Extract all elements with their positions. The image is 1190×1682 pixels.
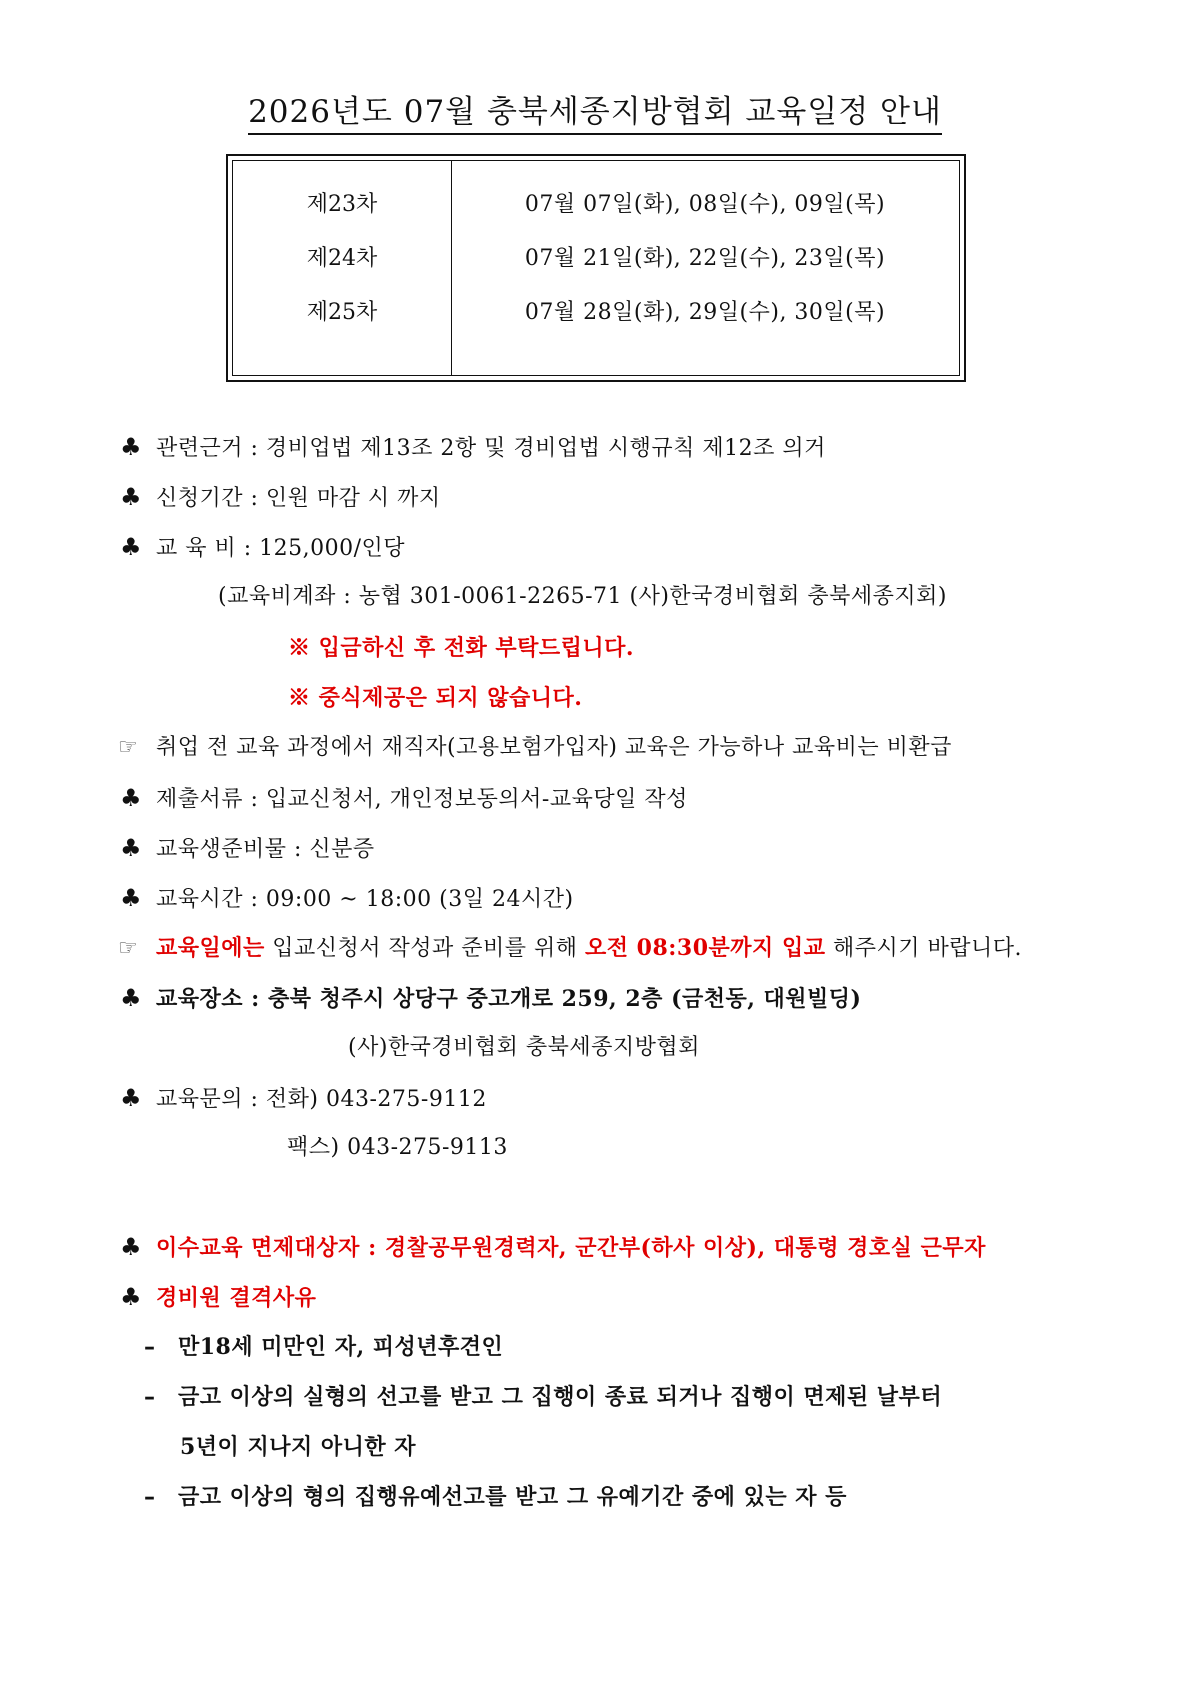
- info-employed: [118, 733, 952, 763]
- club-icon: ♣: [120, 433, 143, 461]
- schedule-dates: 07월 28일(화), 29일(수), 30일(목): [524, 300, 886, 325]
- info-exemption: [120, 1232, 986, 1263]
- club-icon: ♣: [120, 884, 143, 912]
- club-icon: ♣: [120, 1084, 143, 1112]
- contact-phone-text: 교육문의 : 전화) 043-275-9112: [156, 1087, 487, 1112]
- page-title: [0, 86, 1190, 131]
- dash-bullet: –: [144, 1485, 156, 1510]
- dash-bullet: –: [144, 1335, 156, 1360]
- account-text: (교육비계좌 : 농협 301-0061-2265-71 (사)한국경비협회 충북세종지회): [218, 584, 948, 609]
- disqual-title-text: 경비원 결격사유: [156, 1285, 317, 1311]
- club-icon: ♣: [120, 1283, 143, 1311]
- club-icon: ♣: [120, 1233, 143, 1261]
- schedule-box: [226, 154, 966, 382]
- schedule-dates: 07월 07일(화), 08일(수), 09일(목): [524, 192, 886, 217]
- club-icon: ♣: [120, 984, 143, 1012]
- notice-lunch-text: ※ 중식제공은 되지 않습니다.: [288, 685, 583, 711]
- contact-fax-text: 팩스) 043-275-9113: [287, 1135, 508, 1160]
- info-location-org: [348, 1033, 700, 1063]
- location-text: 교육장소 : 충북 청주시 상당구 중고개로 259, 2층 (금천동, 대원빌딩): [156, 986, 862, 1012]
- arrival-highlight-day: 교육일에는: [156, 935, 265, 961]
- notice-lunch: [288, 683, 582, 713]
- info-fax: [287, 1133, 508, 1163]
- pointing-hand-icon: ☞: [118, 735, 139, 760]
- arrival-highlight-time: 오전 08:30분까지 입교: [585, 935, 826, 961]
- info-documents: [120, 783, 688, 815]
- disqual-item-text: 금고 이상의 실형의 선고를 받고 그 집행이 종료 되거나 집행이 면제된 날부터: [178, 1384, 943, 1410]
- info-arrival: [118, 933, 1022, 964]
- fee-text: 교 육 비 : 125,000/인당: [156, 536, 406, 561]
- club-icon: ♣: [120, 483, 143, 511]
- info-fee: [120, 532, 405, 564]
- schedule-inner-border: [232, 160, 960, 376]
- info-period: [120, 482, 441, 514]
- dash-bullet: –: [144, 1385, 156, 1410]
- notice-deposit-text: ※ 입금하신 후 전화 부탁드립니다.: [288, 635, 635, 661]
- arrival-text: 입교신청서 작성과 준비를 위해: [264, 936, 586, 961]
- schedule-dates: 07월 21일(화), 22일(수), 23일(목): [524, 246, 886, 271]
- club-icon: ♣: [120, 533, 143, 561]
- prepare-text: 교육생준비물 : 신분증: [156, 837, 375, 862]
- schedule-row: [233, 185, 959, 225]
- schedule-round: 제25차: [306, 300, 378, 325]
- notice-deposit: [288, 633, 634, 663]
- period-text: 신청기간 : 인원 마감 시 까지: [156, 486, 441, 511]
- info-location: [120, 983, 861, 1014]
- disqual-item-continued: [180, 1432, 416, 1462]
- info-disqualification: [120, 1282, 316, 1313]
- disqual-item: [144, 1482, 847, 1513]
- page-title-text: 2026년도 07월 충북세종지방협회 교육일정 안내: [248, 94, 942, 135]
- club-icon: ♣: [120, 834, 143, 862]
- info-hours: [120, 883, 574, 915]
- club-icon: ♣: [120, 784, 143, 812]
- hours-text: 교육시간 : 09:00 ~ 18:00 (3일 24시간): [156, 887, 574, 912]
- arrival-text-end: 해주시기 바랍니다.: [825, 936, 1022, 961]
- schedule-round: 제23차: [306, 192, 378, 217]
- schedule-row: [233, 239, 959, 279]
- documents-text: 제출서류 : 입교신청서, 개인정보동의서-교육당일 작성: [156, 787, 688, 812]
- employed-text: 취업 전 교육 과정에서 재직자(고용보험가입자) 교육은 가능하나 교육비는 비환급: [156, 735, 952, 760]
- exemption-text: 이수교육 면제대상자 : 경찰공무원경력자, 군간부(하사 이상), 대통령 경호실 근무자: [156, 1235, 986, 1261]
- info-prepare: [120, 833, 375, 865]
- disqual-item: [144, 1382, 942, 1413]
- schedule-row: [233, 293, 959, 333]
- disqual-item-text: 만18세 미만인 자, 피성년후견인: [178, 1334, 504, 1360]
- disqual-item-text: 금고 이상의 형의 집행유예선고를 받고 그 유예기간 중에 있는 자 등: [178, 1484, 847, 1510]
- disqual-item-text: 5년이 지나지 아니한 자: [180, 1434, 417, 1460]
- disqual-item: [144, 1332, 503, 1363]
- schedule-round: 제24차: [306, 246, 378, 271]
- info-contact: [120, 1083, 487, 1115]
- info-account: [218, 582, 947, 612]
- pointing-hand-icon: ☞: [118, 936, 139, 961]
- location-org-text: (사)한국경비협회 충북세종지방협회: [348, 1035, 700, 1060]
- basis-text: 관련근거 : 경비업법 제13조 2항 및 경비업법 시행규칙 제12조 의거: [156, 436, 826, 461]
- info-basis: [120, 432, 826, 464]
